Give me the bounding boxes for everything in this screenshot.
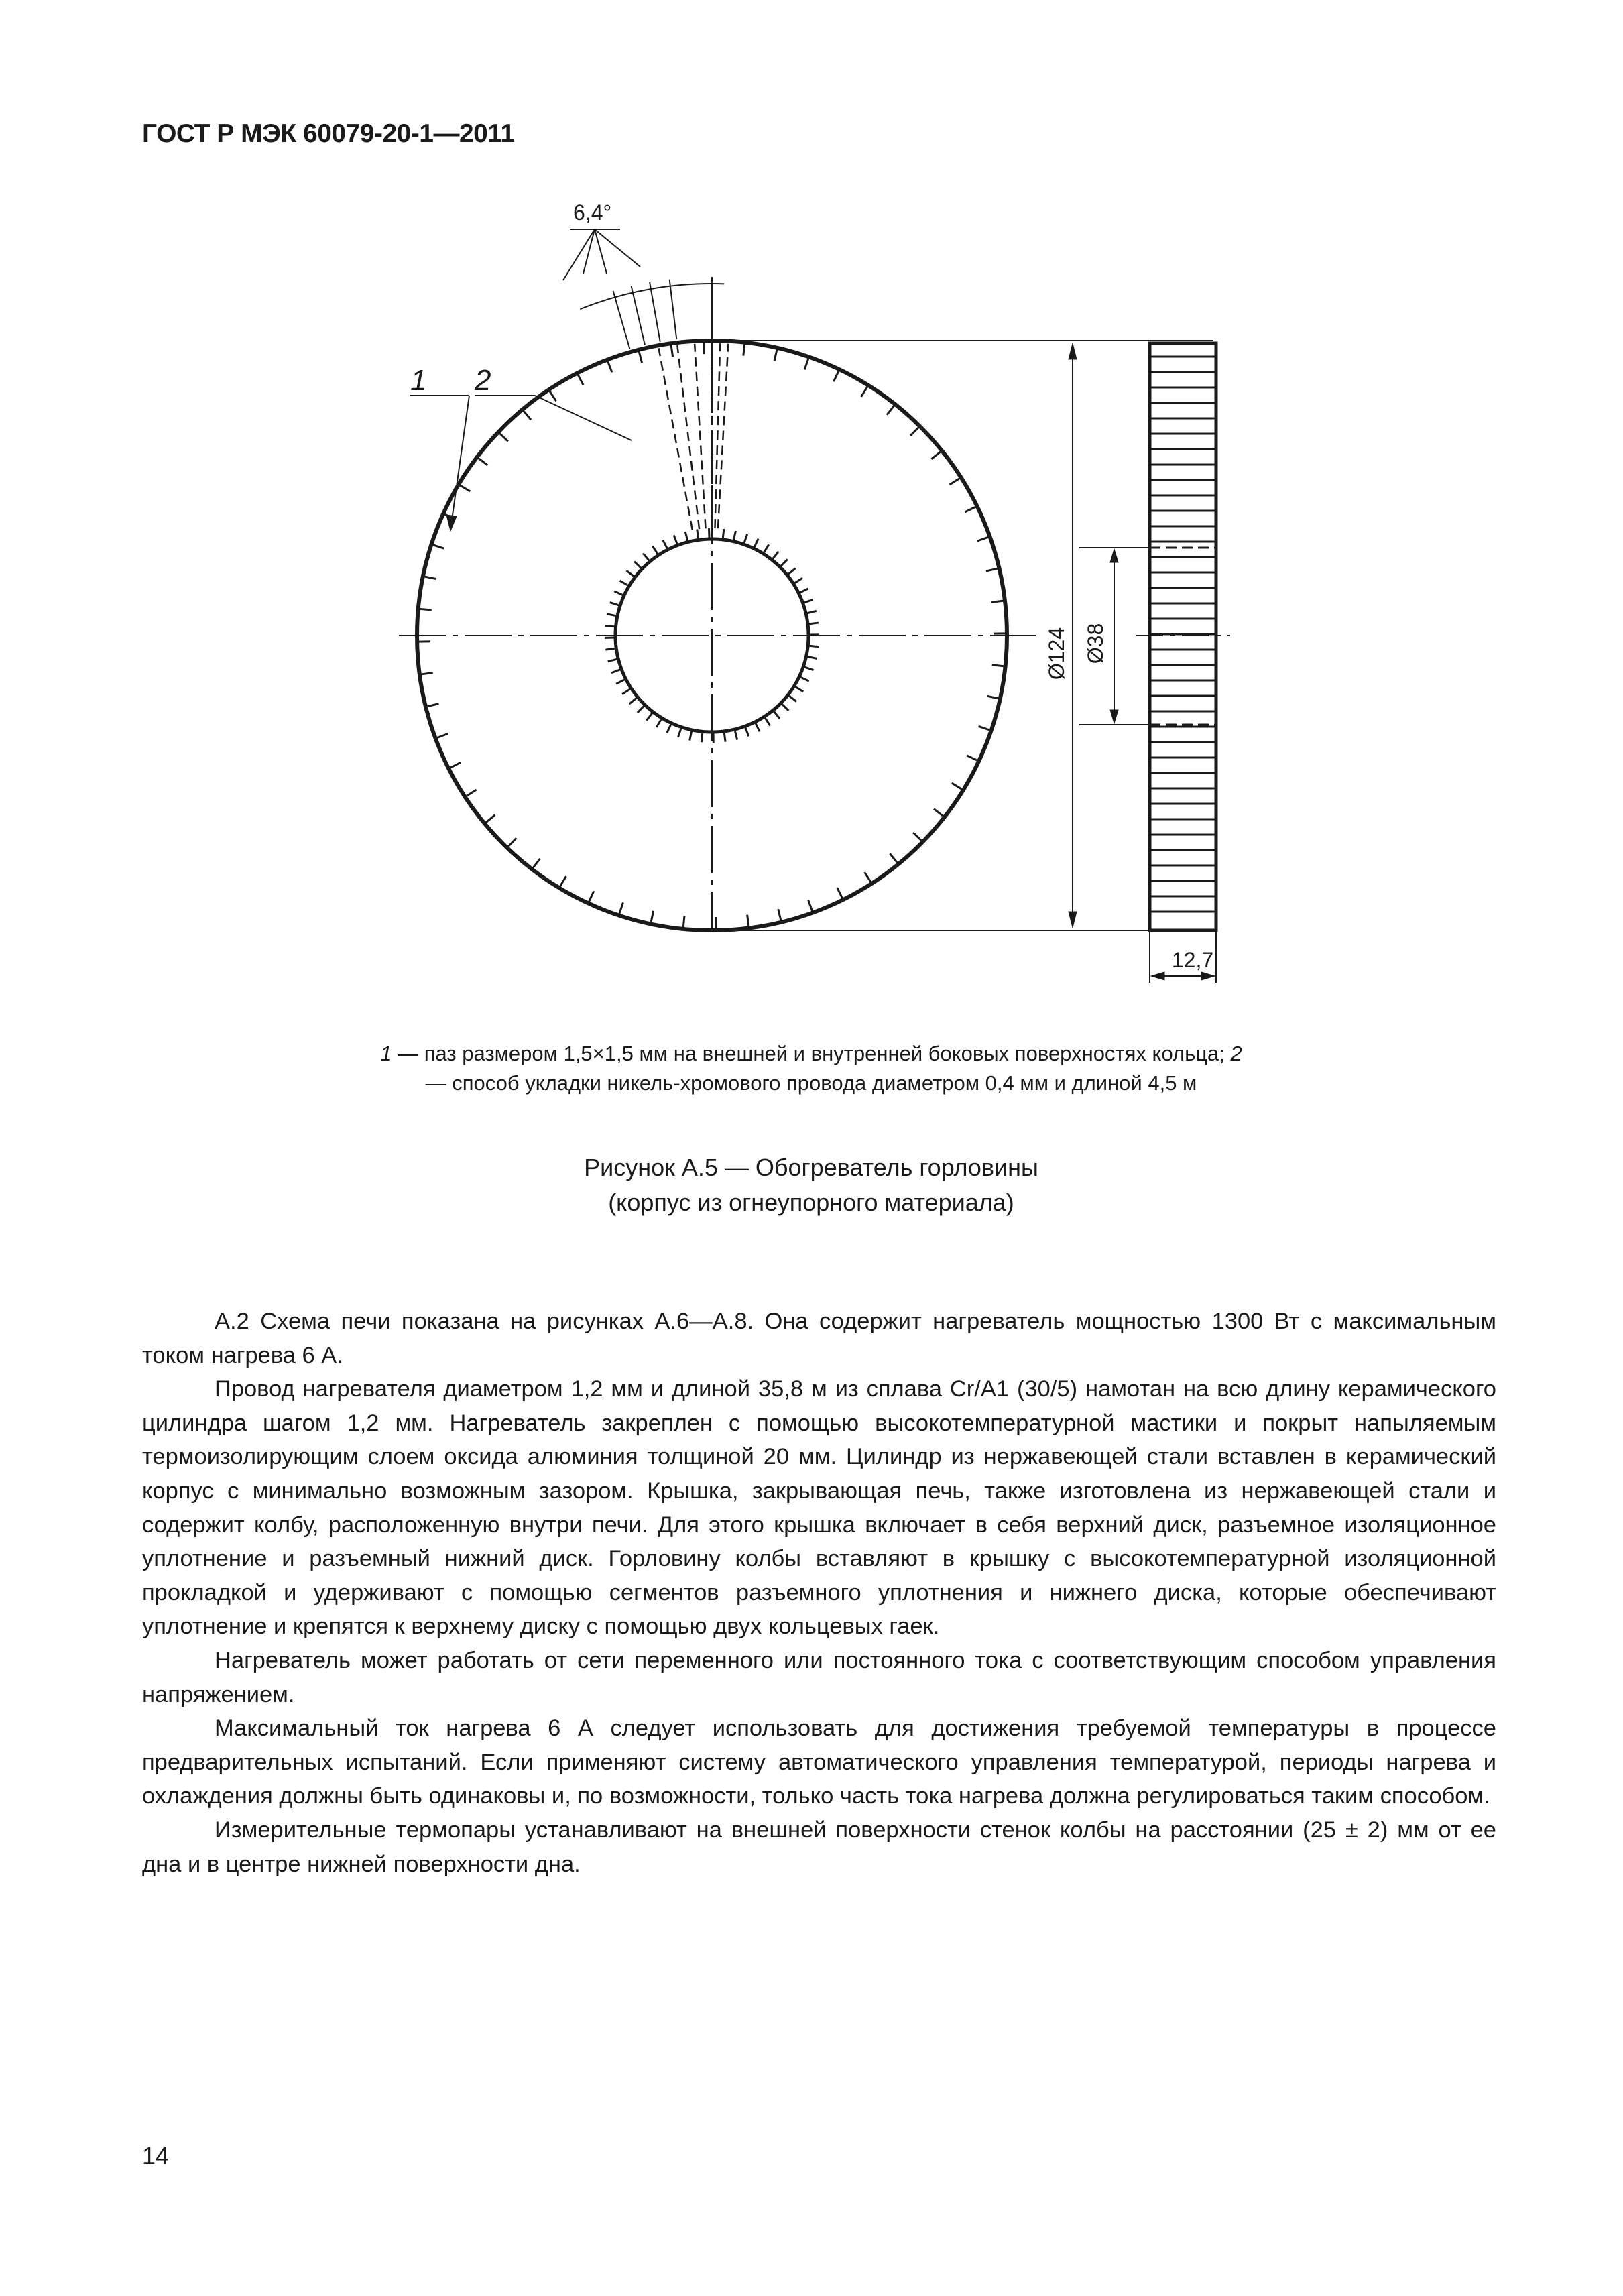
inner-groove-mark <box>745 726 748 736</box>
paragraph: А.2 Схема печи показана на рисунках А.6—А.8. Она содержит нагреватель мощностью 1300 Вт с максимальным током нагрева 6 А. <box>142 1309 1496 1368</box>
outer-groove-mark <box>931 450 942 459</box>
outer-groove-mark <box>979 726 991 730</box>
angle-extension-line <box>670 280 677 339</box>
inner-groove-mark <box>638 705 645 713</box>
outer-groove-mark <box>934 809 945 817</box>
inner-groove-mark <box>605 648 616 650</box>
inner-groove-mark <box>643 553 650 561</box>
dimension-arrowhead <box>1069 912 1077 928</box>
outer-groove-mark <box>965 506 977 512</box>
leader-2-line <box>535 396 632 440</box>
angle-label-leader <box>595 229 640 267</box>
inner-groove-mark <box>620 581 629 586</box>
inner-groove-mark <box>616 679 625 684</box>
leader-label-2: 2 <box>475 364 491 397</box>
angle-label-leader <box>595 229 607 274</box>
outer-groove-mark <box>607 360 612 373</box>
outer-groove-mark <box>952 783 963 790</box>
outer-groove-mark <box>987 696 1000 699</box>
outer-groove-mark <box>986 568 999 572</box>
inner-groove-mark <box>656 718 662 727</box>
outer-groove-mark <box>967 756 979 762</box>
inner-groove-mark <box>690 730 692 741</box>
outer-groove-mark <box>426 704 438 707</box>
outer-groove-mark <box>913 833 922 842</box>
outer-groove-mark <box>651 911 654 924</box>
inner-groove-mark <box>614 591 624 596</box>
inner-groove-mark <box>627 570 636 577</box>
inner-groove-mark <box>763 544 768 554</box>
inner-groove-mark <box>646 712 653 721</box>
outer-groove-mark <box>522 410 531 420</box>
outer-groove-mark <box>887 404 895 415</box>
outer-groove-mark <box>950 477 961 485</box>
page-number: 14 <box>142 2142 170 2169</box>
inner-groove-mark <box>678 727 681 737</box>
outer-groove-mark <box>774 348 777 361</box>
angle-label-leader <box>583 229 595 274</box>
outer-groove-mark <box>704 341 705 354</box>
outer-groove-mark <box>498 432 507 442</box>
dimension-arrowhead <box>1110 710 1118 723</box>
inner-groove-mark <box>652 546 658 555</box>
outer-groove-mark <box>865 872 872 884</box>
outer-groove-mark <box>778 909 782 922</box>
inner-groove-mark <box>743 534 747 544</box>
outer-groove-mark <box>639 350 642 363</box>
angle-label: 6,4° <box>573 200 612 225</box>
inner-groove-mark <box>701 731 703 742</box>
angle-label-leader <box>563 229 595 280</box>
angle-extension-line <box>650 282 660 342</box>
inner-groove-mark <box>605 625 616 626</box>
inner-groove-mark <box>794 578 803 584</box>
inner-groove-mark <box>607 614 617 616</box>
wire-routing-line <box>659 348 693 530</box>
wire-routing-line <box>695 344 705 529</box>
outer-groove-mark <box>436 733 448 738</box>
legend-item-2-number: 2 <box>1230 1042 1242 1065</box>
inner-groove-mark <box>798 589 808 593</box>
outer-groove-mark <box>833 369 839 381</box>
dim-outer-diameter: Ø124 <box>1044 627 1069 680</box>
legend-item-2-text: — способ укладки никель-хромового провода диаметром 0,4 мм и длиной 4,5 м <box>425 1071 1197 1095</box>
outer-groove-mark <box>465 790 477 797</box>
technical-drawing <box>375 188 1274 1006</box>
outer-groove-mark <box>910 426 920 436</box>
dim-ring-width: 12,7 <box>1171 948 1214 972</box>
outer-groove-mark <box>459 485 470 491</box>
outer-groove-mark <box>992 665 1006 666</box>
paragraph: Максимальный ток нагрева 6 А следует использовать для достижения требуемой температуры в процессе предварительных испытаний. Если применяют систему автоматического управления температурой, периоды нагрева и охлаждения должны быть одинаковы и, по возможности, только часть тока нагрева должна регулироваться таким способом. <box>142 1715 1496 1809</box>
outer-groove-mark <box>619 903 623 916</box>
paragraph: Провод нагревателя диаметром 1,2 мм и длиной 35,8 м из сплава Cr/A1 (30/5) намотан на всю длину керамического цилиндра шагом 1,2 мм. Нагреватель закреплен с помощью высокотемпературной мастики и покрыт напыляемым термоизолирующим слоем оксида алюминия толщиной 20 мм. Цилиндр из нержавеющей стали вставлен в керамический корпус с минимально возможным зазором. Крышка, закрывающая печь, также изготовлена из нержавеющей стали и содержит колбу, расположенную внутри печи. Для этого крышка включает в себя верхний диск, разъемное изоляционное уплотнение и разъемный нижний диск. Горловину колбы вставляют в крышку с высокотемпературной изоляционной прокладкой и удерживают с помощью сегментов разъемного уплотнения и нижнего диска, которые обеспечивают уплотнение и крепятся к верхнему диску с помощью двух кольцевых гаек. <box>142 1376 1496 1640</box>
inner-groove-mark <box>764 717 770 725</box>
ring-side-view <box>1150 343 1216 930</box>
inner-groove-mark <box>697 530 699 540</box>
inner-groove-mark <box>733 531 736 542</box>
inner-groove-mark <box>781 703 788 711</box>
wire-routing-line <box>715 343 720 528</box>
inner-groove-mark <box>611 669 621 673</box>
inner-groove-mark <box>629 697 638 704</box>
figure-legend <box>375 1039 1247 1098</box>
outer-groove-mark <box>890 853 898 863</box>
inner-groove-mark <box>622 688 631 694</box>
outer-groove-mark <box>671 343 673 357</box>
inner-groove-mark <box>685 532 688 542</box>
outer-groove-mark <box>485 815 495 824</box>
outer-groove-mark <box>420 673 433 675</box>
inner-groove-mark <box>787 568 795 575</box>
inner-groove-mark <box>663 540 668 550</box>
angle-extension-line <box>613 291 630 349</box>
outer-groove-mark <box>991 601 1005 602</box>
inner-groove-mark <box>772 552 778 560</box>
outer-groove-mark <box>804 357 809 369</box>
outer-groove-mark <box>418 609 432 610</box>
paragraph: Измерительные термопары устанавливают на внешней поверхности стенок колбы на расстоянии (25 ± 2) мм от ее дна и в центре нижней поверхности дна. <box>142 1817 1496 1877</box>
inner-groove-mark <box>754 539 758 548</box>
figure-neck-heater-drawing <box>375 188 1274 1006</box>
angle-extension-line <box>632 286 645 345</box>
outer-groove-mark <box>532 859 540 869</box>
inner-groove-mark <box>608 659 619 662</box>
body-text <box>142 1305 1496 1881</box>
inner-groove-mark <box>610 603 620 606</box>
outer-groove-mark <box>808 900 813 913</box>
outer-groove-mark <box>747 915 749 928</box>
leader-1-line <box>450 396 469 530</box>
document-header: ГОСТ Р МЭК 60079-20-1—2011 <box>142 119 515 148</box>
dim-inner-diameter: Ø38 <box>1083 623 1107 664</box>
inner-groove-mark <box>806 611 817 613</box>
figure-caption-title: Рисунок А.5 — Обогреватель горловины <box>584 1154 1038 1181</box>
inner-groove-mark <box>808 623 819 624</box>
wire-routing-line <box>718 344 728 529</box>
inner-groove-mark <box>788 695 796 702</box>
inner-groove-mark <box>634 562 642 569</box>
legend-item-1-number: 1 <box>380 1042 392 1065</box>
inner-groove-mark <box>806 656 817 658</box>
inner-groove-mark <box>755 722 760 731</box>
outer-groove-mark <box>432 544 444 548</box>
outer-groove-mark <box>507 838 516 847</box>
inner-groove-mark <box>723 529 724 540</box>
dimension-arrowhead <box>1069 343 1077 359</box>
dimension-arrowhead <box>1201 972 1215 980</box>
inner-groove-mark <box>803 599 813 603</box>
inner-groove-mark <box>794 686 804 691</box>
inner-groove-mark <box>735 729 737 740</box>
leader-label-1: 1 <box>410 364 427 397</box>
inner-groove-mark <box>773 711 780 719</box>
leader-1-arrowhead <box>446 515 457 531</box>
outer-groove-mark <box>477 457 488 465</box>
inner-groove-mark <box>724 731 725 742</box>
paragraph: Нагреватель может работать от сети переменного или постоянного тока с соответствующим способом управления напряжением. <box>142 1647 1496 1707</box>
outer-groove-mark <box>549 390 556 402</box>
outer-groove-mark <box>577 373 583 385</box>
outer-groove-mark <box>977 536 990 541</box>
figure-caption-subtitle: (корпус из огнеупорного материала) <box>608 1189 1014 1216</box>
inner-groove-mark <box>667 723 672 733</box>
outer-groove-mark <box>588 891 593 903</box>
outer-groove-mark <box>743 343 745 356</box>
outer-groove-mark <box>861 385 869 397</box>
inner-groove-mark <box>808 646 819 647</box>
outer-groove-mark <box>559 876 566 888</box>
legend-item-1-text: — паз размером 1,5×1,5 мм на внешней и внутренней боковых поверхностях кольца; <box>392 1042 1231 1065</box>
dimension-arrowhead <box>1110 549 1118 562</box>
outer-groove-mark <box>683 916 684 929</box>
outer-groove-mark <box>423 577 436 579</box>
figure-caption <box>375 1150 1247 1220</box>
outer-groove-mark <box>448 762 461 768</box>
dimension-arrowhead <box>1151 972 1164 980</box>
inner-groove-mark <box>674 535 678 545</box>
outer-groove-mark <box>837 888 843 900</box>
inner-groove-mark <box>799 676 808 681</box>
inner-groove-mark <box>780 559 787 566</box>
inner-groove-mark <box>803 666 813 670</box>
